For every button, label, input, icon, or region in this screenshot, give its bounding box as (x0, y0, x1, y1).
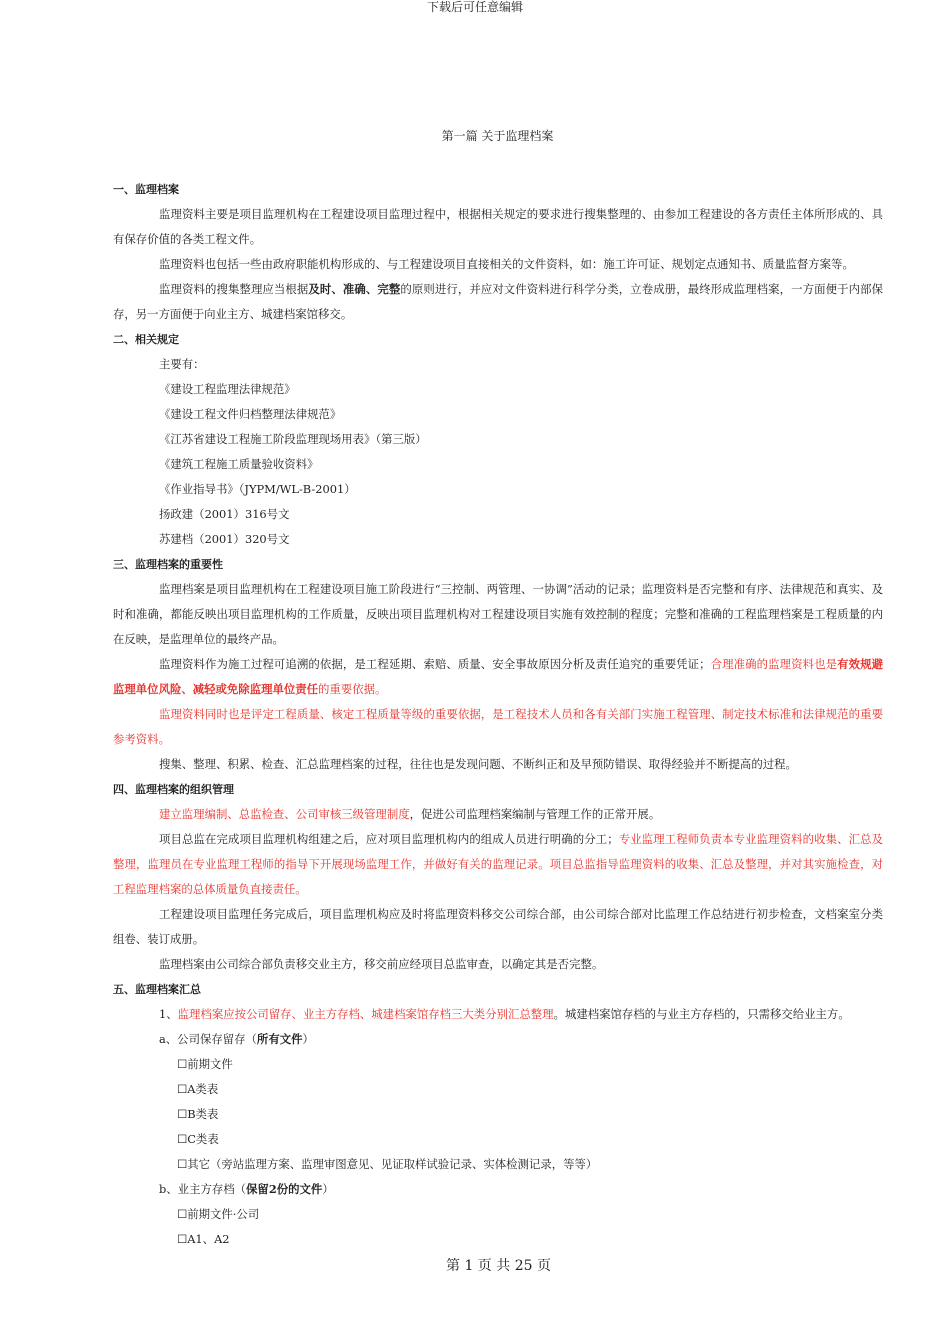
highlight-bold-text: 有效规避监理单位风险、减轻或免除监理单位责任 (113, 657, 883, 696)
paragraph: 监理资料主要是项目监理机构在工程建设项目监理过程中，根据相关规定的要求进行搜集整理的、由参加工程建设的各方责任主体所形成的、具有保存价值的各类工程文件。 (113, 207, 883, 246)
section-heading-5: 五、监理档案汇总 (113, 983, 201, 996)
list-item: 扬政建（2001）316号文 (159, 507, 290, 521)
sublist-heading: a、公司保存留存（所有文件） (159, 1032, 314, 1046)
paragraph: 监理档案由公司综合部负责移交业主方，移交前应经项目总监审查，以确定其是否完整。 (159, 957, 604, 971)
paragraph: 监理档案是项目监理机构在工程建设项目施工阶段进行“三控制、两管理、一协调”活动的记录；监理资料是否完整和有序、法律规范和真实、及时和准确，都能反映出项目监理机构的工作质量，反映出项目监理机构对工程建设项目实施有效控制的程度；完整和准确的工程监理档案是工程质量的内在反映，是监理单位的最终产品。 (113, 582, 883, 646)
list-item: 苏建档（2001）320号文 (159, 532, 290, 546)
section-heading-1: 一、监理档案 (113, 183, 179, 196)
checkbox-item: ☐A类表 (177, 1082, 219, 1096)
checkbox-item: ☐A1、A2 (177, 1232, 230, 1246)
highlight-text: 监理档案应按公司留存、业主方存档、城建档案馆存档三大类分别汇总整理 (177, 1007, 554, 1021)
paragraph: 搜集、整理、积累、检查、汇总监理档案的过程，往往也是发现问题、不断纠正和及早预防错误、取得经验并不断提高的过程。 (159, 757, 797, 771)
paragraph: 项目总监在完成项目监理机构组建之后，应对项目监理机构内的组成人员进行明确的分工；专业监理工程师负责本专业监理资料的收集、汇总及整理，监理员在专业监理工程师的指导下开展现场监理工作，并做好有关的监理记录。项目总监指导监理资料的收集、汇总及整理，并对其实施检查，对工程监理档案的总体质量负直接责任。 (113, 832, 883, 896)
list-item: 《江苏省建设工程施工阶段监理现场用表》（第三版） (159, 432, 427, 446)
page-footer: 第 1 页 共 25 页 (446, 1258, 551, 1274)
document-title: 第一篇 关于监理档案 (441, 129, 554, 143)
highlight-text: 专业监理工程师负责本专业监理资料的收集、汇总及整理，监理员在专业监理工程师的指导下开展现场监理工作，并做好有关的监理记录。项目总监指导监理资料的收集、汇总及整理，并对其实施检查，对工程监理档案的总体质量负直接责任。 (113, 832, 883, 896)
sublist-heading: b、业主方存档（保留2份的文件） (159, 1182, 334, 1196)
paragraph: 监理资料作为施工过程可追溯的依据，是工程延期、索赔、质量、安全事故原因分析及责任追究的重要凭证；合理准确的监理资料也是有效规避监理单位风险、减轻或免除监理单位责任的重要依据。 (113, 657, 883, 696)
emphasis-text: 及时、准确、完整 (308, 282, 401, 296)
checkbox-item: ☐前期文件 (177, 1057, 233, 1071)
paragraph: 工程建设项目监理任务完成后，项目监理机构应及时将监理资料移交公司综合部，由公司综合部对比监理工作总结进行初步检查，文档案室分类组卷、装订成册。 (113, 907, 883, 946)
section-heading-2: 二、相关规定 (113, 333, 179, 346)
checkbox-item: ☐C类表 (177, 1132, 219, 1146)
section-heading-3: 三、监理档案的重要性 (113, 558, 223, 571)
highlight-text: 的重要依据。 (318, 682, 387, 696)
highlight-paragraph: 监理资料同时也是评定工程质量、核定工程质量等级的重要依据，是工程技术人员和各有关部门实施工程管理、制定技术标准和法律规范的重要参考资料。 (113, 707, 883, 746)
list-item: 《建筑工程施工质量验收资料》 (159, 457, 319, 471)
download-note: 下载后可任意编辑 (426, 0, 523, 14)
paragraph: 建立监理编制、总监检查、公司审核三级管理制度，促进公司监理档案编制与管理工作的正常开展。 (159, 807, 661, 821)
paragraph: 监理资料也包括一些由政府职能机构形成的、与工程建设项目直接相关的文件资料，如：施工许可证、规划定点通知书、质量监督方案等。 (159, 257, 854, 271)
paragraph: 1、监理档案应按公司留存、业主方存档、城建档案馆存档三大类分别汇总整理。城建档案馆存档的与业主方存档的，只需移交给业主方。 (159, 1007, 850, 1021)
list-item: 《建设工程文件归档整理法律规范》 (159, 407, 342, 421)
checkbox-item: ☐B类表 (177, 1107, 219, 1121)
section-heading-4: 四、监理档案的组织管理 (113, 783, 234, 796)
highlight-text: 合理准确的监理资料也是 (710, 657, 838, 671)
list-item: 《作业指导书》（JYPM/WL-B-2001） (159, 482, 356, 496)
paragraph: 监理资料的搜集整理应当根据及时、准确、完整的原则进行，并应对文件资料进行科学分类，立卷成册，最终形成监理档案，一方面便于内部保存，另一方面便于向业主方、城建档案馆移交。 (113, 282, 883, 321)
highlight-text: 建立监理编制、总监检查、公司审核三级管理制度 (159, 807, 410, 821)
list-item: 《建设工程监理法律规范》 (159, 382, 296, 396)
checkbox-item: ☐前期文件·公司 (177, 1207, 260, 1221)
document-body (113, 177, 883, 1252)
list-item: 主要有： (159, 357, 205, 371)
checkbox-item: ☐其它（旁站监理方案、监理审图意见、见证取样试验记录、实体检测记录，等等） (177, 1157, 598, 1171)
